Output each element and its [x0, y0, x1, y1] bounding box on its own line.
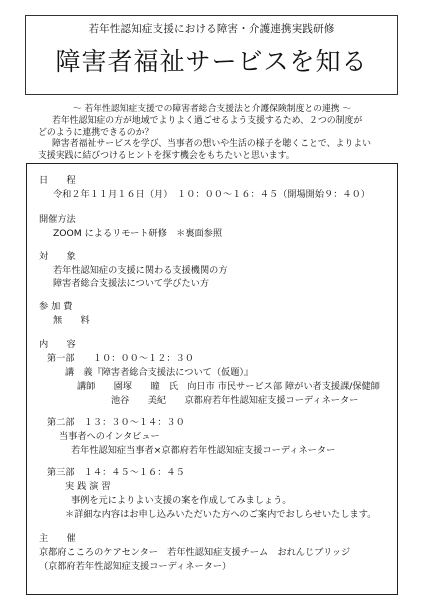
- part3-heading: 第三部 １４：４５～１６：４５: [47, 467, 185, 478]
- part1-instructor: 池谷 美紀 京都府若年性認知症支援コーディネーター: [111, 395, 359, 406]
- part2-title: 当事者へのインタビュー: [59, 431, 160, 442]
- intro-line: どのように連携できるのか？: [38, 127, 154, 138]
- part3-detail: ＊詳細な内容はお申し込みいただいた方へのご案内でおしらせいたします。: [65, 509, 377, 520]
- target-value: 若年性認知症の支援に関わる支援機関の方: [53, 265, 228, 276]
- intro-line: 障害者福祉サービスを学び、当事者の想いや生活の様子を聴くことで、よりよい: [52, 139, 371, 150]
- part3-detail: 事例を元によりよい支援の案を作成してみましょう。: [71, 495, 292, 506]
- method-label: 開催方法: [39, 214, 76, 225]
- organizer-label: 主 催: [39, 533, 76, 544]
- intro-line: 支援実践に結びつけるヒントを探す機会をもちたいと思います。: [38, 150, 295, 161]
- organizer-value: 京都府こころのケアセンター 若年性認知症支援チーム おれんじブリッジ: [39, 547, 351, 558]
- fee-value: 無 料: [53, 315, 90, 326]
- target-label: 対 象: [39, 251, 76, 262]
- method-value: ZOOM によるリモート研修 ＊裏面参照: [53, 228, 223, 239]
- program-title: 若年性認知症支援における障害・介護連携実践研修: [88, 23, 335, 35]
- part2-detail: 若年性認知症当事者×京都府若年性認知症支援コーディネーター: [71, 445, 336, 456]
- part1-instructor: 講師 園塚 瞳 氏 向日市 市民サービス部 障がい者支援課/保健師: [77, 381, 380, 392]
- content-label: 内 容: [39, 339, 76, 350]
- part2-heading: 第二部 １３：３０～１４：３０: [47, 417, 185, 428]
- part3-title: 実 践 演 習: [65, 481, 111, 492]
- details-box: [26, 163, 398, 595]
- date-label: 日 程: [39, 175, 76, 186]
- part1-lecture: 講 義『障害者総合支援法について（仮題）』: [65, 367, 254, 378]
- date-value: 令和２年１１月１６日（月） １０：００～１６：４５（開場開始９：４０）: [53, 189, 370, 200]
- fee-label: 参 加 費: [39, 301, 73, 312]
- intro-line: 若年性認知症の方が地域でよりよく過ごせるよう支援するため、２つの制度が: [52, 116, 363, 126]
- subtitle: ～ 若年性認知症支援での障害者総合支援法と介護保険制度との連携 ～: [72, 104, 352, 114]
- main-title: 障害者福祉サービスを知る: [55, 47, 368, 76]
- title-box: [25, 15, 398, 95]
- part1-heading: 第一部 １０：００～１２：３０: [47, 353, 194, 364]
- organizer-note: （京都府若年性認知症支援コーディネーター）: [39, 561, 232, 572]
- intro-text: [38, 116, 392, 162]
- target-value: 障害者総合支援法について学びたい方: [53, 278, 210, 289]
